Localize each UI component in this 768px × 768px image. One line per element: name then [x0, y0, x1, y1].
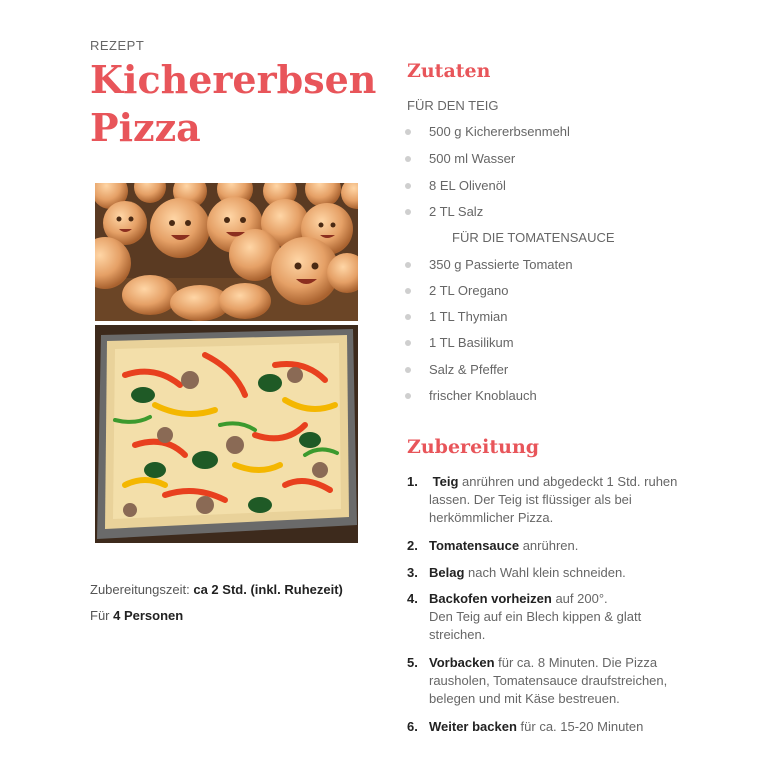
step-number: 4.	[407, 591, 418, 606]
prep-time	[90, 582, 343, 597]
bullet-dot	[405, 367, 411, 373]
step-keyword: Tomatensauce	[429, 538, 520, 553]
bullet-dot	[405, 209, 411, 215]
step-text: auf 200°.	[551, 591, 608, 606]
step-number: 3.	[407, 565, 418, 580]
ingredient-item: 1 TL Basilikum	[407, 335, 514, 350]
title-line-1: Kichererbsen	[90, 57, 377, 102]
title-line-2: Pizza	[90, 105, 201, 150]
step-item	[407, 590, 697, 644]
eyebrow-label: REZEPT	[90, 38, 145, 53]
step-text: anrühren.	[519, 538, 579, 553]
servings	[90, 608, 183, 623]
bullet-dot	[405, 314, 411, 320]
ingredient-item: 350 g Passierte Tomaten	[407, 257, 573, 272]
ingredient-item: 2 TL Salz	[407, 204, 483, 219]
ingredient-item: frischer Knoblauch	[407, 388, 537, 403]
preparation-heading: Zubereitung	[407, 436, 540, 458]
ingredient-item: Salz & Pfeffer	[407, 362, 508, 377]
step-number: 1.	[407, 474, 418, 489]
step-keyword: Teig	[432, 474, 459, 489]
step-text-continued: Den Teig auf ein Blech kippen & glatt streichen.	[429, 609, 642, 642]
step-text: nach Wahl klein schneiden.	[464, 565, 626, 580]
step-keyword: Backofen vorheizen	[429, 591, 552, 606]
bullet-dot	[405, 156, 411, 162]
ingredient-item: 500 ml Wasser	[407, 151, 515, 166]
step-text: für ca. 8 Minuten. Die Pizza rausholen, Tomatensauce draufstreichen, belegen und mit Käse bestreuen.	[429, 655, 668, 706]
servings-value: 4 Personen	[113, 608, 184, 623]
servings-label: Für	[90, 608, 110, 623]
ingredient-item: 2 TL Oregano	[407, 283, 509, 298]
step-keyword: Belag	[429, 565, 465, 580]
chickpeas-photo	[95, 183, 358, 321]
step-item	[407, 654, 697, 708]
step-number: 2.	[407, 538, 418, 553]
ingredients-section	[407, 60, 707, 403]
ingredient-item: 1 TL Thymian	[407, 309, 508, 324]
step-item	[407, 718, 697, 736]
bullet-dot	[405, 262, 411, 268]
prep-time-label: Zubereitungszeit:	[90, 582, 190, 597]
step-number: 5.	[407, 655, 418, 670]
bullet-dot	[405, 393, 411, 399]
prep-time-value: ca 2 Std. (inkl. Ruhezeit)	[193, 582, 343, 597]
bullet-dot	[405, 129, 411, 135]
bullet-dot	[405, 340, 411, 346]
dough-subheading: FÜR DEN TEIG	[407, 98, 499, 113]
pizza-photo	[95, 325, 358, 543]
step-item	[407, 564, 697, 582]
step-number: 6.	[407, 719, 418, 734]
step-item	[407, 537, 697, 555]
recipe-title	[90, 56, 390, 152]
step-keyword: Weiter backen	[429, 719, 517, 734]
bullet-dot	[405, 183, 411, 189]
preparation-section	[407, 436, 707, 734]
step-text: anrühren und abgedeckt 1 Std. ruhen lassen. Der Teig ist flüssiger als bei herkömmlicher Pizza.	[429, 474, 678, 525]
bullet-dot	[405, 288, 411, 294]
step-text: für ca. 15-20 Minuten	[516, 719, 644, 734]
step-keyword: Vorbacken	[429, 655, 495, 670]
ingredients-heading: Zutaten	[407, 60, 491, 82]
step-item	[407, 473, 697, 527]
sauce-subheading: FÜR DIE TOMATENSAUCE	[452, 230, 615, 245]
ingredient-item: 500 g Kichererbsenmehl	[407, 124, 570, 139]
ingredient-item: 8 EL Olivenöl	[407, 178, 506, 193]
